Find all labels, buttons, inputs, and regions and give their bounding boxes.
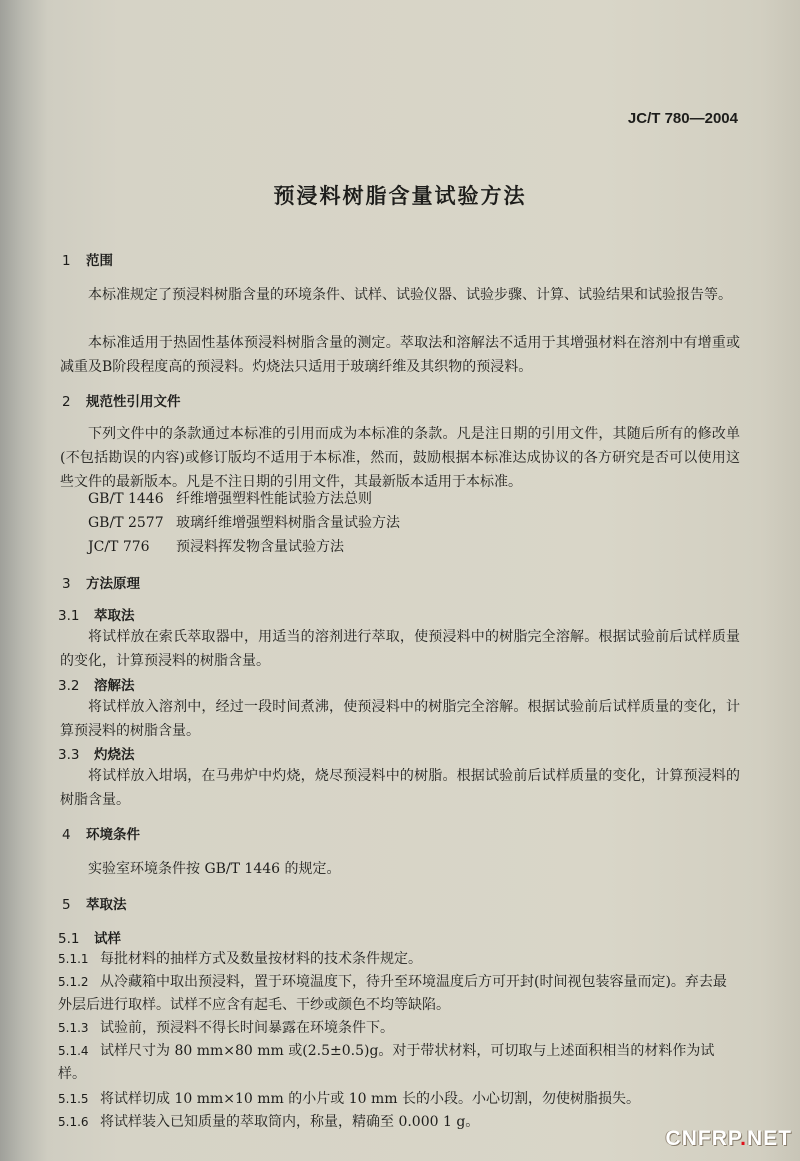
reference-title: 玻璃纤维增强塑料树脂含量试验方法 bbox=[176, 515, 400, 531]
subsection-number: 3.2 bbox=[58, 678, 80, 694]
subsection-title: 试样 bbox=[94, 931, 121, 947]
section-number: 3 bbox=[62, 576, 71, 592]
section-number: 5 bbox=[62, 897, 71, 913]
subsection-3-1-heading bbox=[58, 604, 135, 624]
clause-5-1-1 bbox=[58, 948, 740, 971]
reference-item bbox=[88, 512, 400, 535]
subsection-number: 3.3 bbox=[58, 747, 80, 763]
clause-text: 将试样装入已知质量的萃取筒内，称量，精确至 0.000 1 g。 bbox=[100, 1114, 480, 1130]
section-number: 4 bbox=[62, 827, 71, 843]
clause-5-1-5 bbox=[58, 1088, 740, 1111]
section-2-paragraph-1: 下列文件中的条款通过本标准的引用而成为本标准的条款。凡是注日期的引用文件，其随后所有的修改单(不包括勘误的内容)或修订版均不适用于本标准，然而，鼓励根据本标准达成协议的各方研究是否可以使用这些文件的最新版本。凡是不注日期的引用文件，其最新版本适用于本标准。 bbox=[60, 426, 740, 490]
reference-item bbox=[88, 488, 372, 511]
subsection-5-1-heading bbox=[58, 927, 121, 947]
section-3-heading bbox=[62, 572, 140, 592]
section-title: 萃取法 bbox=[86, 897, 127, 913]
clause-5-1-3 bbox=[58, 1017, 740, 1040]
document-code: JC/T 780—2004 bbox=[627, 110, 738, 127]
clause-text: 将试样切成 10 mm×10 mm 的小片或 10 mm 长的小段。小心切割，勿使树脂损失。 bbox=[100, 1091, 640, 1107]
clause-number: 5.1.5 bbox=[58, 1092, 89, 1106]
clause-5-1-2 bbox=[58, 971, 740, 1017]
subsection-title: 萃取法 bbox=[94, 608, 135, 624]
clause-number: 5.1.1 bbox=[58, 952, 89, 966]
subsection-3-2-heading bbox=[58, 674, 135, 694]
clause-text: 试样尺寸为 80 mm×80 mm 或(2.5±0.5)g。对于带状材料，可切取与上述面积相当的材料作为试样。 bbox=[58, 1043, 715, 1082]
section-title: 方法原理 bbox=[86, 576, 140, 592]
reference-item bbox=[88, 536, 344, 559]
clause-number: 5.1.6 bbox=[58, 1115, 89, 1129]
clause-number: 5.1.4 bbox=[58, 1044, 89, 1058]
document-title: 预浸料树脂含量试验方法 bbox=[273, 184, 527, 208]
clause-text: 从冷藏箱中取出预浸料，置于环境温度下，待升至环境温度后方可开封(时间视包装容量而定)。弃去最外层后进行取样。试样不应含有起毛、干纱或颜色不均等缺陷。 bbox=[58, 974, 727, 1013]
reference-code: GB/T 1446 bbox=[88, 491, 164, 507]
clause-text: 试验前，预浸料不得长时间暴露在环境条件下。 bbox=[100, 1020, 394, 1036]
subsection-title: 溶解法 bbox=[94, 678, 135, 694]
clause-number: 5.1.3 bbox=[58, 1021, 89, 1035]
section-title: 范围 bbox=[86, 253, 113, 269]
section-5-heading bbox=[62, 893, 127, 913]
subsection-3-3-text: 将试样放入坩埚，在马弗炉中灼烧，烧尽预浸料中的树脂。根据试验前后试样质量的变化，计算预浸料的树脂含量。 bbox=[60, 768, 740, 808]
subsection-3-1-text: 将试样放在索氏萃取器中，用适当的溶剂进行萃取，使预浸料中的树脂完全溶解。根据试验前后试样质量的变化，计算预浸料的树脂含量。 bbox=[60, 629, 740, 669]
reference-code: GB/T 2577 bbox=[88, 515, 164, 531]
section-1-paragraph-1: 本标准规定了预浸料树脂含量的环境条件、试样、试验仪器、试验步骤、计算、试验结果和试验报告等。 bbox=[88, 287, 732, 303]
reference-code: JC/T 776 bbox=[88, 539, 150, 555]
subsection-3-2-text: 将试样放入溶剂中，经过一段时间煮沸，使预浸料中的树脂完全溶解。根据试验前后试样质量的变化，计算预浸料的树脂含量。 bbox=[60, 699, 740, 739]
clause-number: 5.1.2 bbox=[58, 975, 89, 989]
site-watermark bbox=[666, 1127, 792, 1151]
section-4-heading bbox=[62, 823, 140, 843]
reference-title: 纤维增强塑料性能试验方法总则 bbox=[176, 491, 372, 507]
subsection-number: 5.1 bbox=[58, 931, 80, 947]
subsection-number: 3.1 bbox=[58, 608, 80, 624]
clause-5-1-4 bbox=[58, 1040, 740, 1086]
section-1-paragraph-2: 本标准适用于热固性基体预浸料树脂含量的测定。萃取法和溶解法不适用于其增强材料在溶剂中有增重或减重及B阶段程度高的预浸料。灼烧法只适用于玻璃纤维及其织物的预浸料。 bbox=[60, 335, 740, 375]
watermark-suffix: NET bbox=[747, 1127, 792, 1150]
watermark-prefix: CNFRP bbox=[665, 1127, 741, 1150]
section-title: 规范性引用文件 bbox=[86, 394, 181, 410]
section-title: 环境条件 bbox=[86, 827, 140, 843]
section-2-heading bbox=[62, 390, 181, 410]
subsection-title: 灼烧法 bbox=[94, 747, 135, 763]
clause-5-1-6 bbox=[58, 1111, 740, 1134]
watermark-dot: . bbox=[740, 1127, 747, 1150]
reference-title: 预浸料挥发物含量试验方法 bbox=[176, 539, 344, 555]
section-4-text: 实验室环境条件按 GB/T 1446 的规定。 bbox=[88, 861, 341, 877]
section-number: 1 bbox=[62, 253, 71, 269]
section-1-heading bbox=[62, 249, 113, 269]
clause-text: 每批材料的抽样方式及数量按材料的技术条件规定。 bbox=[100, 951, 422, 967]
subsection-3-3-heading bbox=[58, 743, 135, 763]
section-number: 2 bbox=[62, 394, 71, 410]
